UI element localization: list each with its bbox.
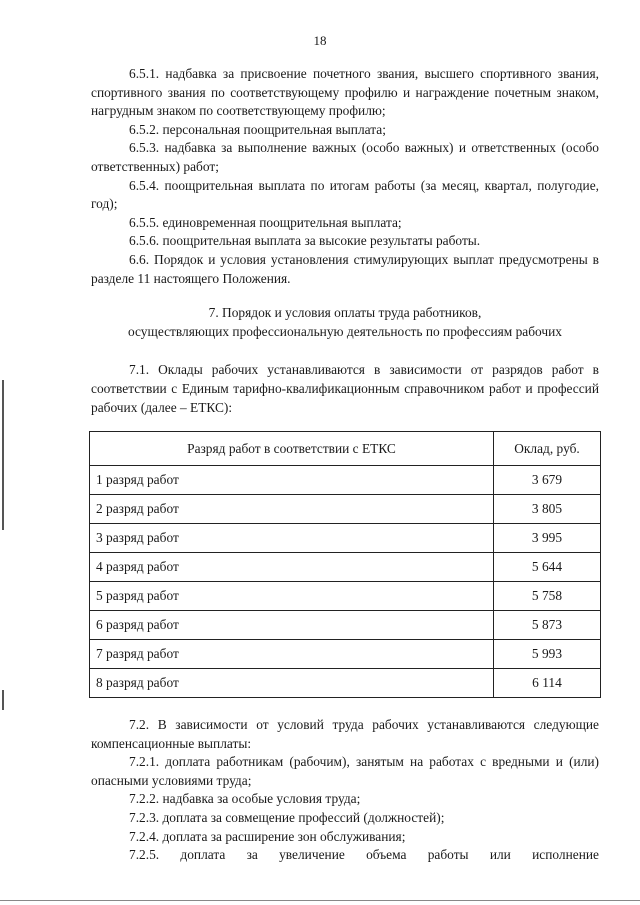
- table-row: [90, 553, 601, 582]
- paragraph-7-2-2: 7.2.2. надбавка за особые условия труда;: [129, 791, 361, 807]
- salary-table: [89, 431, 601, 698]
- salary-cell: 5 758: [494, 582, 601, 611]
- section-heading-line2: осуществляющих профессиональную деятельность по профессиям рабочих: [128, 323, 562, 339]
- page-number: 18: [313, 33, 327, 48]
- document-body: [91, 65, 599, 865]
- table-row: [90, 582, 601, 611]
- paragraph-6-5-5: 6.5.5. единовременная поощрительная выплата;: [129, 214, 402, 230]
- header-salary: Оклад, руб.: [494, 432, 601, 466]
- table-row: [90, 611, 601, 640]
- grade-cell: 1 разряд работ: [90, 466, 494, 495]
- scan-bottom-edge: [0, 900, 640, 901]
- section-7-heading: [91, 304, 599, 341]
- grade-cell: 6 разряд работ: [90, 611, 494, 640]
- paragraph-7-2-4: 7.2.4. доплата за расширение зон обслуживания;: [129, 828, 406, 844]
- paragraph-6-5-4: 6.5.4. поощрительная выплата по итогам работы (за месяц, квартал, полугодие, год);: [91, 177, 599, 212]
- paragraph-6-5-6: 6.5.6. поощрительная выплата за высокие результаты работы.: [129, 233, 481, 249]
- paragraph-7-2-3: 7.2.3. доплата за совмещение профессий (должностей);: [129, 810, 445, 826]
- section-heading-line1: 7. Порядок и условия оплаты труда работников,: [208, 305, 482, 321]
- paragraph-6-5-1: 6.5.1. надбавка за присвоение почетного звания, высшего спортивного звания, спортивного звания по соответствующему профилю и награждение почетным знаком, нагрудным знаком по соответствующему профилю;: [91, 66, 599, 119]
- paragraph-7-2: 7.2. В зависимости от условий труда рабочих устанавливаются следующие компенсационные выплаты:: [91, 717, 599, 751]
- grade-cell: 2 разряд работ: [90, 495, 494, 524]
- grade-cell: 5 разряд работ: [90, 582, 494, 611]
- table-header-row: [90, 432, 601, 466]
- table-row: [90, 524, 601, 553]
- paragraph-7-1: 7.1. Оклады рабочих устанавливаются в зависимости от разрядов работ в соответствии с Единым тарифно-квалификационным справочником работ и профессий рабочих (далее – ЕТКС):: [91, 362, 599, 415]
- table-row: [90, 495, 601, 524]
- paragraph-7-2-5: 7.2.5. доплата за увеличение объема работы или исполнение: [129, 847, 599, 863]
- paragraph-6-6: 6.6. Порядок и условия установления стимулирующих выплат предусмотрены в разделе 11 настоящего Положения.: [91, 251, 599, 286]
- scan-edge-mark: [2, 380, 4, 530]
- grade-cell: 8 разряд работ: [90, 669, 494, 698]
- grade-cell: 3 разряд работ: [90, 524, 494, 553]
- salary-cell: 5 644: [494, 553, 601, 582]
- grade-cell: 4 разряд работ: [90, 553, 494, 582]
- paragraph-6-5-3: 6.5.3. надбавка за выполнение важных (особо важных) и ответственных (особо ответственных) работ;: [91, 140, 599, 174]
- paragraph-7-2-1: 7.2.1. доплата работникам (рабочим), занятым на работах с вредными и (или) опасными условиями труда;: [91, 754, 599, 788]
- salary-cell: 5 873: [494, 611, 601, 640]
- salary-cell: 5 993: [494, 640, 601, 669]
- salary-cell: 6 114: [494, 669, 601, 698]
- salary-cell: 3 805: [494, 495, 601, 524]
- scan-edge-mark: [2, 690, 4, 710]
- header-grade: Разряд работ в соответствии с ЕТКС: [90, 432, 494, 466]
- paragraph-6-5-2: 6.5.2. персональная поощрительная выплата;: [129, 121, 386, 137]
- table-row: [90, 669, 601, 698]
- table-row: [90, 640, 601, 669]
- salary-cell: 3 995: [494, 524, 601, 553]
- grade-cell: 7 разряд работ: [90, 640, 494, 669]
- salary-cell: 3 679: [494, 466, 601, 495]
- table-row: [90, 466, 601, 495]
